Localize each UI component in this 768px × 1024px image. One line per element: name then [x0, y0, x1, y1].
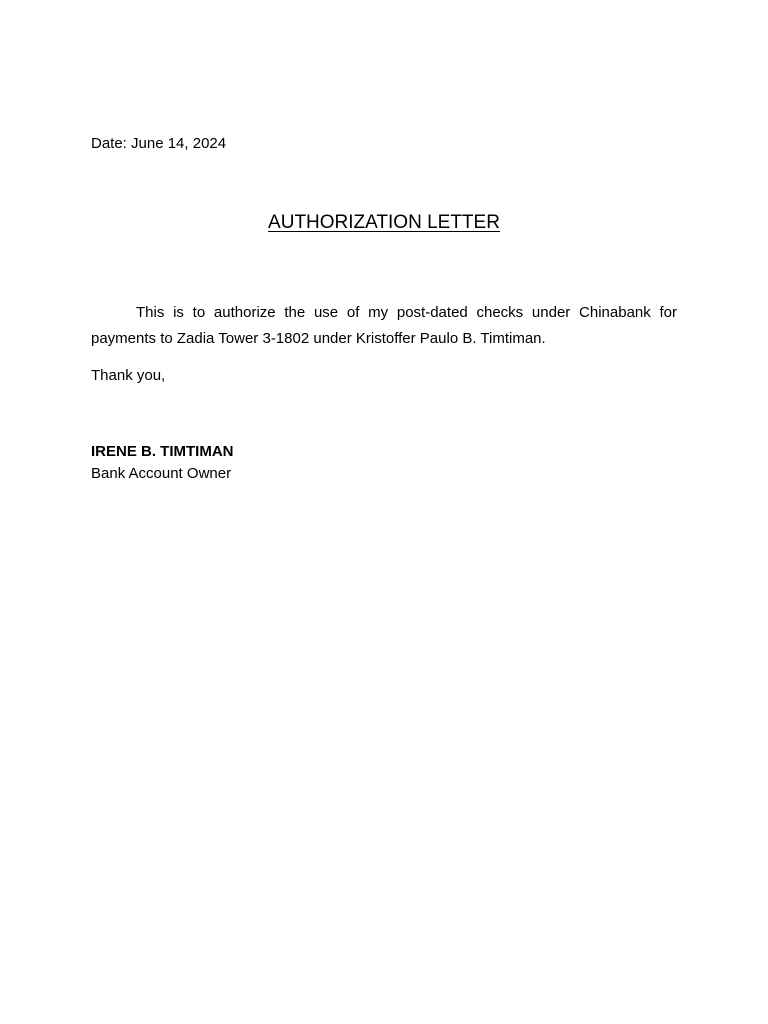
letter-body: This is to authorize the use of my post-dated checks under Chinabank for payments to Zadia Tower 3-1802 under Kristoffer Paulo B. Timtiman.: [91, 304, 677, 347]
letter-closing: Thank you,: [91, 367, 166, 384]
letter-title: [0, 211, 768, 235]
letter-title-text: AUTHORIZATION LETTER: [268, 212, 500, 233]
letter-date: Date: June 14, 2024: [91, 135, 227, 152]
signer-title: Bank Account Owner: [91, 465, 232, 482]
signer-name: IRENE B. TIMTIMAN: [91, 443, 234, 460]
